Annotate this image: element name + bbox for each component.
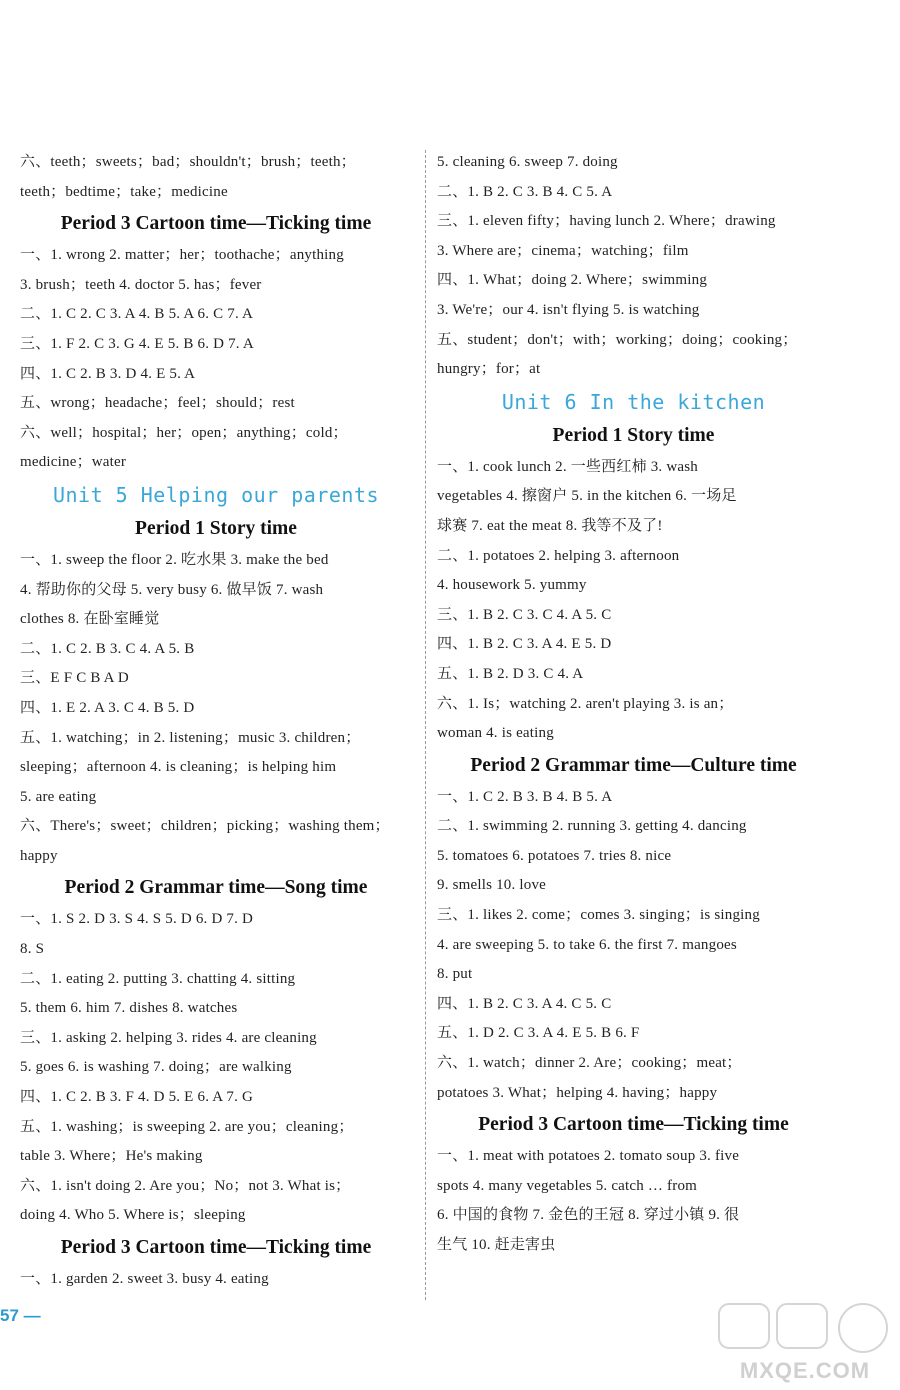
answer-line: medicine；water xyxy=(20,454,127,471)
answer-line: 二、1. C 2. C 3. A 4. B 5. A 6. C 7. A xyxy=(20,306,254,323)
answer-line: 3. We're；our 4. isn't flying 5. is watching xyxy=(437,301,700,318)
answer-line: 三、E F C B A D xyxy=(20,670,129,687)
answer-line: happy xyxy=(20,847,58,864)
answer-line: 四、1. E 2. A 3. C 4. B 5. D xyxy=(20,699,195,716)
answer-line: 4. 帮助你的父母 5. very busy 6. 做早饭 7. wash xyxy=(20,581,324,598)
answer-line: 五、1. D 2. C 3. A 4. E 5. B 6. F xyxy=(437,1025,640,1042)
answer-line: 二、1. eating 2. putting 3. chatting 4. sitting xyxy=(20,970,296,987)
answer-line: 三、1. likes 2. come；comes 3. singing；is singing xyxy=(437,907,760,924)
answer-line: 一、1. wrong 2. matter；her；toothache；anything xyxy=(20,247,344,264)
answer-line: 4. are sweeping 5. to take 6. the first 7. mangoes xyxy=(437,936,737,953)
period-heading: Period 1 Story time xyxy=(552,424,715,446)
period-heading: Period 2 Grammar time—Culture time xyxy=(470,754,797,776)
answer-line: 5. are eating xyxy=(20,788,97,805)
answer-line: hungry；for；at xyxy=(437,361,541,378)
answer-line: 二、1. swimming 2. running 3. getting 4. dancing xyxy=(437,818,747,835)
answer-line: 3. Where are；cinema；watching；film xyxy=(437,242,689,259)
watermark-logo xyxy=(715,1300,895,1386)
answer-line: 二、1. potatoes 2. helping 3. afternoon xyxy=(437,547,680,564)
answer-line: 五、student；don't；with；working；doing；cooking； xyxy=(437,331,798,348)
answer-line: woman 4. is eating xyxy=(437,725,554,742)
answer-line: 5. goes 6. is washing 7. doing；are walking xyxy=(20,1059,292,1076)
period-heading: Period 3 Cartoon time—Ticking time xyxy=(60,1237,372,1258)
answer-line: 一、1. C 2. B 3. B 4. B 5. A xyxy=(437,788,613,805)
answer-line: spots 4. many vegetables 5. catch … from xyxy=(437,1177,698,1194)
answer-line: 5. cleaning 6. sweep 7. doing xyxy=(437,154,618,170)
answer-line: clothes 8. 在卧室睡觉 xyxy=(20,611,160,628)
answer-line: 8. put xyxy=(437,966,473,983)
answer-line: 三、1. B 2. C 3. C 4. A 5. C xyxy=(437,606,612,623)
right-column xyxy=(437,148,830,1261)
unit-heading: Unit 6 In the kitchen xyxy=(501,389,766,414)
answer-line: 五、1. washing；is sweeping 2. are you；cleaning； xyxy=(20,1118,354,1135)
answer-line: 四、1. C 2. B 3. D 4. E 5. A xyxy=(20,365,196,382)
answer-line: vegetables 4. 擦窗户 5. in the kitchen 6. 一场足 xyxy=(437,488,737,505)
answer-line: 一、1. meat with potatoes 2. tomato soup 3. five xyxy=(437,1148,740,1165)
answer-line: 球赛 7. eat the meat 8. 我等不及了! xyxy=(437,517,663,534)
unit-heading: Unit 5 Helping our parents xyxy=(52,482,380,507)
answer-line: 一、1. cook lunch 2. 一些西红柿 3. wash xyxy=(437,458,698,475)
answer-line: 四、1. B 2. C 3. A 4. E 5. D xyxy=(437,636,612,653)
answer-line: teeth；bedtime；take；medicine xyxy=(20,183,228,200)
period-heading: Period 3 Cartoon time—Ticking time xyxy=(478,1114,789,1136)
answer-line: 六、1. isn't doing 2. Are you；No；not 3. What is； xyxy=(20,1177,351,1194)
answer-line: 五、wrong；headache；feel；should；rest xyxy=(20,395,295,412)
period-heading: Period 3 Cartoon time—Ticking time xyxy=(60,213,372,235)
answer-line: table 3. Where；He's making xyxy=(20,1148,203,1165)
answer-line: 一、1. S 2. D 3. S 4. S 5. D 6. D 7. D xyxy=(20,911,254,928)
answer-line: 二、1. B 2. C 3. B 4. C 5. A xyxy=(437,183,613,200)
answer-line: 五、1. B 2. D 3. C 4. A xyxy=(437,665,584,682)
answer-line: 六、1. watch；dinner 2. Are；cooking；meat； xyxy=(437,1055,742,1072)
answer-line: 8. S xyxy=(20,941,45,958)
svg-text:MXQE.COM: MXQE.COM xyxy=(739,1358,871,1383)
answer-line: sleeping；afternoon 4. is cleaning；is helping him xyxy=(20,759,337,776)
answer-line: 六、teeth；sweets；bad；shouldn't；brush；teeth； xyxy=(20,154,356,170)
answer-line: 5. them 6. him 7. dishes 8. watches xyxy=(20,1000,238,1017)
left-column xyxy=(20,148,412,1295)
period-heading: Period 1 Story time xyxy=(135,517,297,539)
answer-line: 六、There's；sweet；children；picking；washing them； xyxy=(20,818,390,835)
answer-line: 生气 10. 赶走害虫 xyxy=(437,1237,556,1253)
column-divider xyxy=(425,150,426,1300)
answer-line: 五、1. watching；in 2. listening；music 3. children； xyxy=(20,729,361,746)
answer-line: 4. housework 5. yummy xyxy=(437,577,587,594)
answer-line: 六、1. Is；watching 2. aren't playing 3. is an； xyxy=(437,695,734,712)
answer-line: 3. brush；teeth 4. doctor 5. has；fever xyxy=(20,276,262,293)
answer-line: 三、1. eleven fifty；having lunch 2. Where；drawing xyxy=(437,213,776,230)
answer-line: 一、1. garden 2. sweet 3. busy 4. eating xyxy=(20,1271,269,1287)
answer-line: 9. smells 10. love xyxy=(437,877,547,894)
answer-line: 二、1. C 2. B 3. C 4. A 5. B xyxy=(20,640,195,657)
answer-line: potatoes 3. What；helping 4. having；happy xyxy=(437,1084,718,1101)
answer-line: 5. tomatoes 6. potatoes 7. tries 8. nice xyxy=(437,847,672,864)
answer-line: 六、well；hospital；her；open；anything；cold； xyxy=(20,424,348,441)
answer-line: 四、1. C 2. B 3. F 4. D 5. E 6. A 7. G xyxy=(20,1089,254,1106)
answer-line: 四、1. B 2. C 3. A 4. C 5. C xyxy=(437,995,612,1012)
answer-line: 6. 中国的食物 7. 金色的王冠 8. 穿过小镇 9. 很 xyxy=(437,1207,740,1224)
page-number: 57 — xyxy=(0,1306,41,1325)
answer-line: doing 4. Who 5. Where is；sleeping xyxy=(20,1207,246,1224)
answer-line: 一、1. sweep the floor 2. 吃水果 3. make the bed xyxy=(20,551,329,568)
period-heading: Period 2 Grammar time—Song time xyxy=(64,877,368,899)
answer-line: 三、1. asking 2. helping 3. rides 4. are cleaning xyxy=(20,1029,317,1046)
answer-line: 三、1. F 2. C 3. G 4. E 5. B 6. D 7. A xyxy=(20,335,254,352)
answer-line: 四、1. What；doing 2. Where；swimming xyxy=(437,272,708,289)
